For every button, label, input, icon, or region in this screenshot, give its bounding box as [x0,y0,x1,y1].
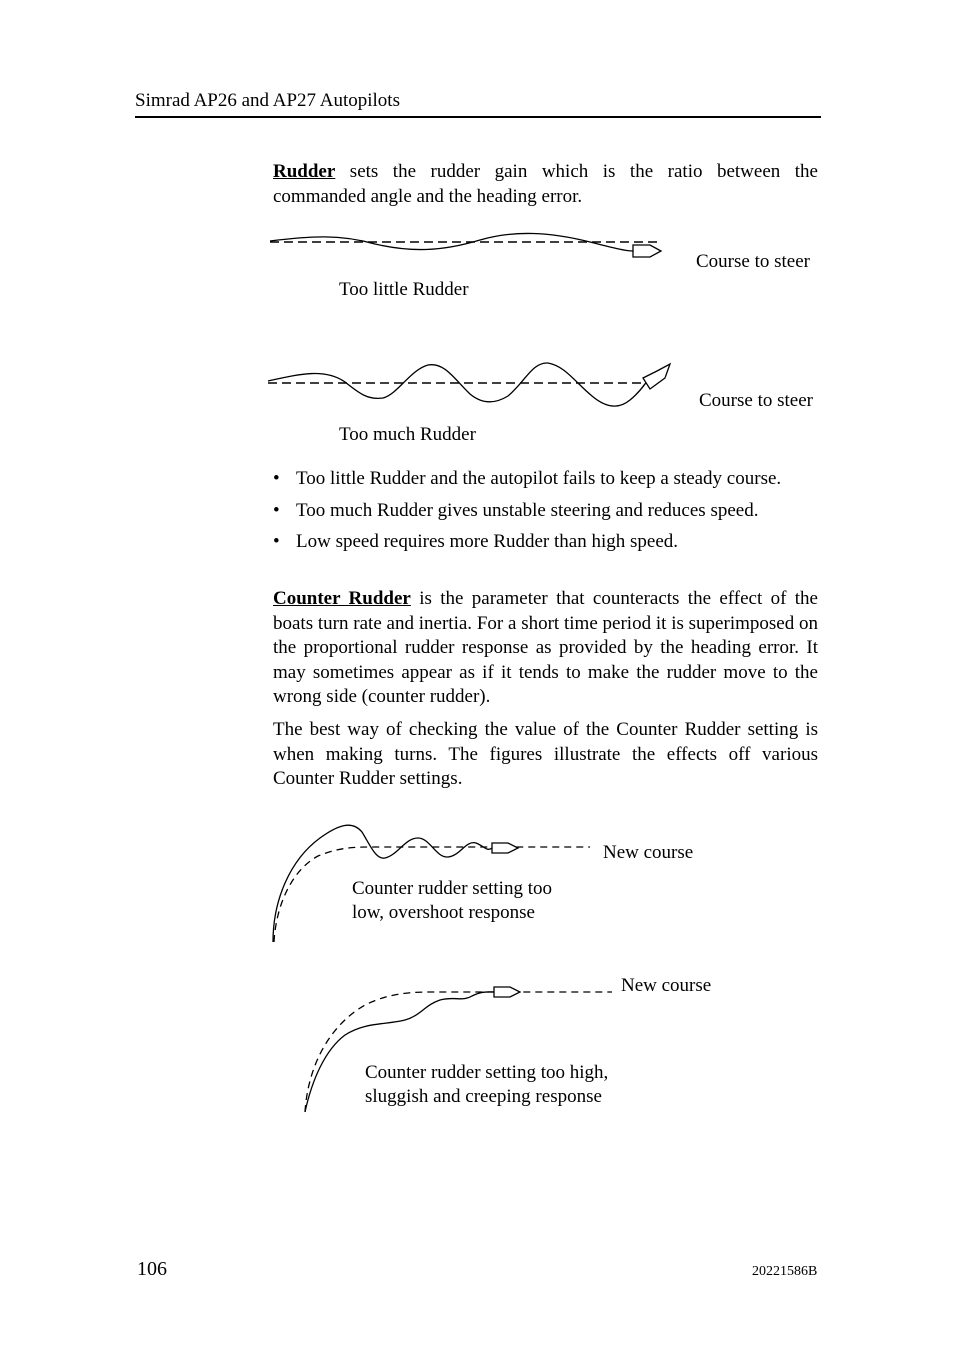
page-number: 106 [137,1258,167,1280]
counter-low-caption-line-2: low, overshoot response [352,902,535,923]
document-number: 20221586B [752,1264,818,1279]
list-item: • Too little Rudder and the autopilot fails to keep a steady course. [273,467,818,492]
counter-high-caption-line-1: Counter rudder setting too high, [365,1062,609,1083]
boat-icon [494,987,520,997]
bullet-icon: • [273,468,280,489]
new-course-label: New course [603,842,694,863]
checking-paragraph: The best way of checking the value of the Counter Rudder setting is when making turns. The figures illustrate the effects off various Counter Rudder settings. [273,719,818,789]
list-item: • Too much Rudder gives unstable steering and reduces speed. [273,499,818,524]
rudder-term: Rudder [273,161,336,182]
counter-high-caption-line-2: sluggish and creeping response [365,1086,602,1107]
course-to-steer-label: Course to steer [699,390,813,411]
counter-low-caption-line-1: Counter rudder setting too [352,878,552,899]
too-little-rudder-caption: Too little Rudder [339,279,469,300]
counter-rudder-term: Counter Rudder [273,588,411,609]
course-to-steer-label: Course to steer [696,251,810,272]
counter-rudder-description: is the parameter that counteracts the effect of the boats turn rate and inertia. For a short time period it is superimposed on the proportional rudder response as provided by the heading error. It may sometimes appear as if it tends to make the rudder move to the wrong side (counter rudder). [273,588,818,707]
new-course-label: New course [621,975,712,996]
list-item: • Low speed requires more Rudder than high speed. [273,530,818,555]
rudder-description: sets the rudder gain which is the ratio between the commanded angle and the heading error. [273,161,818,207]
too-much-rudder-caption: Too much Rudder [339,424,476,445]
running-header: Simrad AP26 and AP27 Autopilots [135,90,821,118]
bullet-icon: • [273,531,280,552]
bullet-icon: • [273,499,280,521]
